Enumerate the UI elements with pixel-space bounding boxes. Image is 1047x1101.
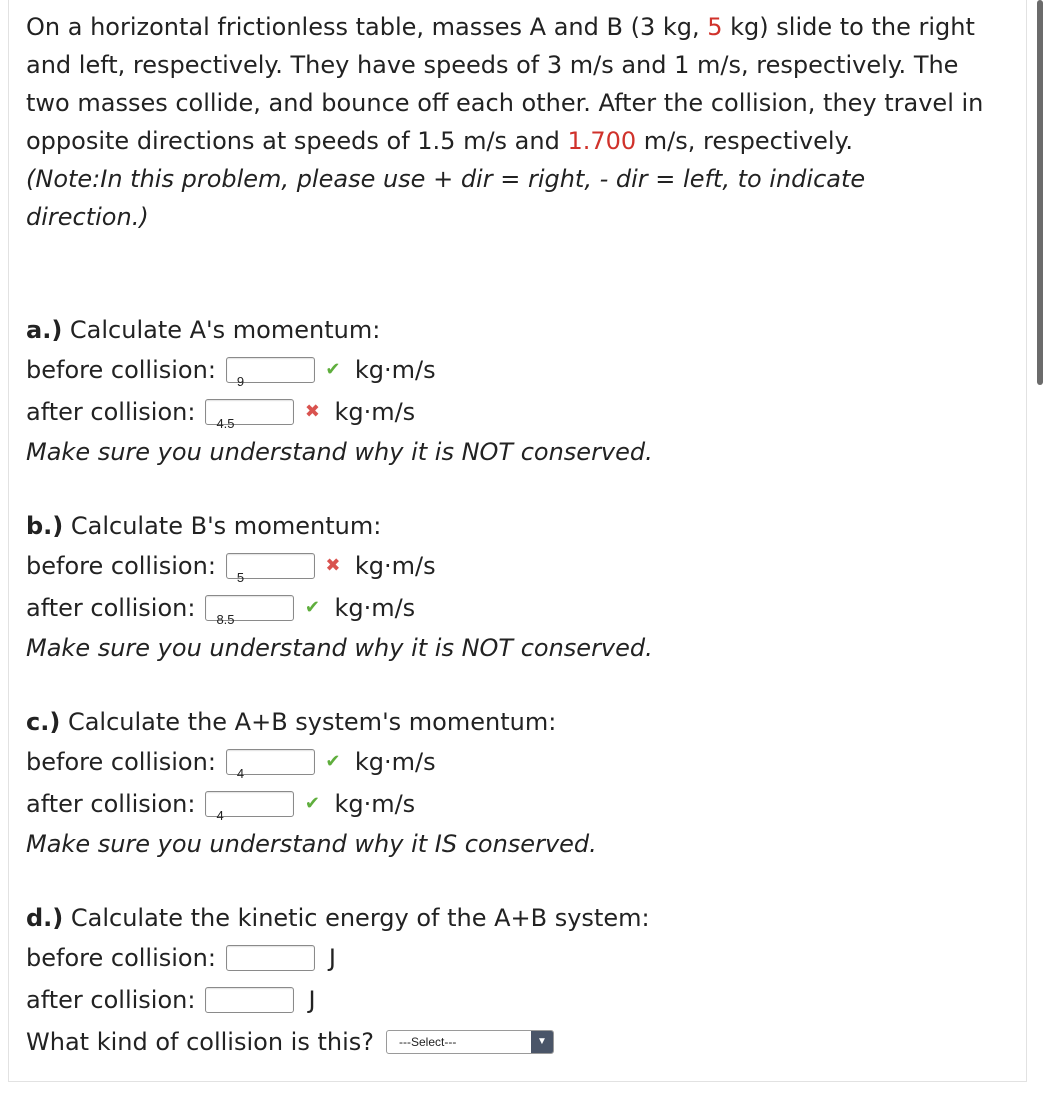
cross-icon: ✖	[325, 555, 341, 576]
check-icon: ✔	[304, 793, 320, 814]
part-b-after-input[interactable]: 8.5	[205, 595, 294, 621]
part-a-before-input[interactable]: 9	[226, 357, 315, 383]
part-b-before-input[interactable]: 5	[226, 553, 315, 579]
intro-text-2: kg) slide to the right and left, respectively. They have speeds of 3 m/s and 1 m/s, respectively. The two masses collide, and bounce off each other. After the collision, they travel in opposite directions at speeds of 1.5 m/s and	[26, 13, 984, 155]
part-c-message: Make sure you understand why it IS conserved.	[26, 830, 597, 858]
part-c-after-input[interactable]: 4	[205, 791, 294, 817]
before-label: before collision:	[26, 748, 216, 776]
unit-label: kg·m/s	[334, 790, 416, 818]
before-label: before collision:	[26, 356, 216, 384]
part-d-letter: d.)	[26, 904, 64, 932]
part-c-title	[26, 703, 986, 741]
part-d-after-row	[26, 979, 986, 1021]
direction-note: (Note:In this problem, please use + dir = right, - dir = left, to indicate direction.)	[26, 165, 866, 231]
part-b	[26, 507, 986, 667]
mass-b-value: 5	[707, 13, 723, 41]
unit-label: J	[328, 944, 336, 972]
select-value: ---Select---	[399, 1035, 457, 1049]
part-d-after-input[interactable]	[205, 987, 294, 1013]
part-a-message: Make sure you understand why it is NOT conserved.	[26, 438, 653, 466]
part-b-after-row	[26, 587, 986, 629]
part-b-letter: b.)	[26, 512, 64, 540]
unit-label: kg·m/s	[354, 748, 436, 776]
intro-text-1: On a horizontal frictionless table, masses A and B (3 kg,	[26, 13, 708, 41]
speed-b-after-value: 1.700	[567, 127, 637, 155]
part-d-title-text: Calculate the kinetic energy of the A+B system:	[63, 904, 650, 932]
part-b-title-text: Calculate B's momentum:	[63, 512, 382, 540]
cross-icon: ✖	[304, 401, 320, 422]
part-a-letter: a.)	[26, 316, 63, 344]
problem-statement	[26, 8, 986, 160]
part-b-before-row	[26, 545, 986, 587]
before-label: before collision:	[26, 944, 216, 972]
part-c	[26, 703, 986, 863]
part-d	[26, 899, 986, 1063]
part-a-before-row	[26, 349, 986, 391]
unit-label: J	[308, 986, 316, 1014]
part-a-after-input[interactable]: 4.5	[205, 399, 294, 425]
part-c-title-text: Calculate the A+B system's momentum:	[60, 708, 557, 736]
after-label: after collision:	[26, 398, 196, 426]
part-a-title-text: Calculate A's momentum:	[62, 316, 381, 344]
unit-label: kg·m/s	[354, 552, 436, 580]
intro-text-3: m/s, respectively.	[636, 127, 853, 155]
before-label: before collision:	[26, 552, 216, 580]
part-a	[26, 311, 986, 471]
part-a-title	[26, 311, 986, 349]
dropdown-arrow-icon: ▼	[531, 1031, 553, 1053]
after-label: after collision:	[26, 594, 196, 622]
question-content	[26, 8, 986, 1056]
part-a-after-row	[26, 391, 986, 433]
unit-label: kg·m/s	[354, 356, 436, 384]
scrollbar[interactable]	[1037, 0, 1043, 385]
part-d-before-row	[26, 937, 986, 979]
collision-type-question: What kind of collision is this?	[26, 1028, 374, 1056]
after-label: after collision:	[26, 790, 196, 818]
part-c-letter: c.)	[26, 708, 61, 736]
unit-label: kg·m/s	[334, 398, 416, 426]
collision-type-row	[26, 1021, 986, 1063]
check-icon: ✔	[325, 751, 341, 772]
part-b-message: Make sure you understand why it is NOT conserved.	[26, 634, 653, 662]
check-icon: ✔	[304, 597, 320, 618]
part-c-before-row	[26, 741, 986, 783]
part-c-before-input[interactable]: 4	[226, 749, 315, 775]
collision-type-select[interactable]	[386, 1030, 554, 1054]
part-c-after-row	[26, 783, 986, 825]
unit-label: kg·m/s	[334, 594, 416, 622]
part-b-title	[26, 507, 986, 545]
part-d-before-input[interactable]	[226, 945, 315, 971]
after-label: after collision:	[26, 986, 196, 1014]
part-d-title	[26, 899, 986, 937]
check-icon: ✔	[325, 359, 341, 380]
